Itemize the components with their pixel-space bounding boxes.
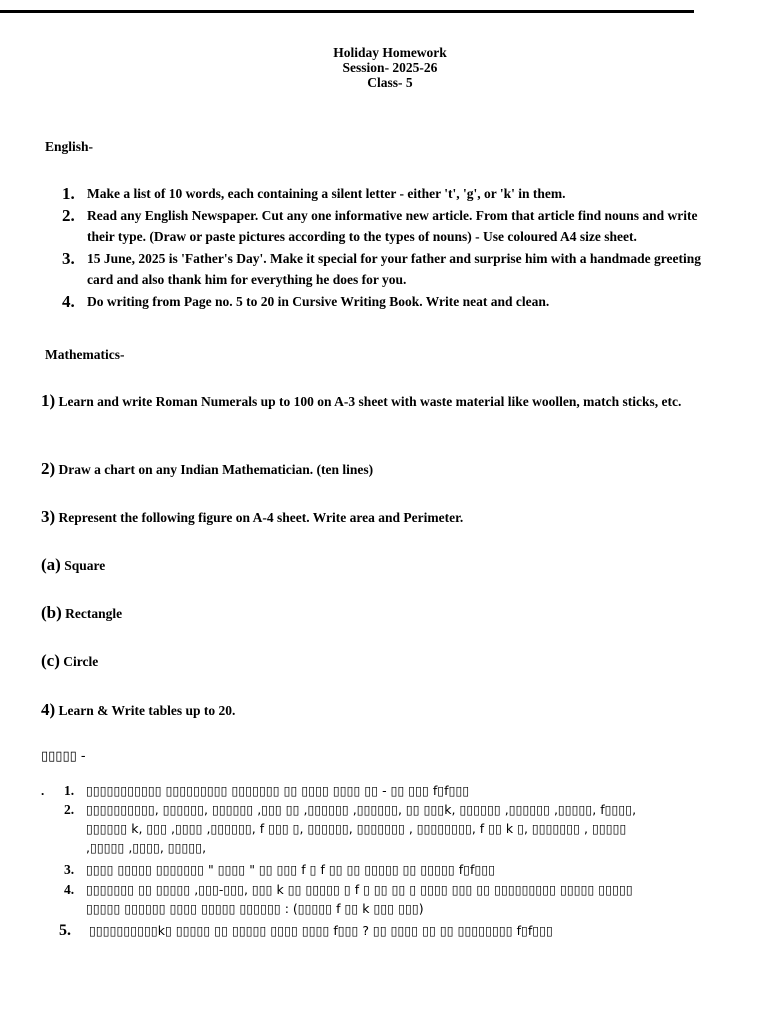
math-subitem bbox=[41, 554, 711, 577]
english-item bbox=[62, 183, 712, 204]
hindi-item bbox=[64, 860, 724, 879]
item-text: Read any English Newspaper. Cut any one informative new article. From that article find nouns and write their type. (Draw or paste pictures according to the types of nouns) - Use coloured A4 size sheet. bbox=[87, 208, 698, 244]
item-text: Draw a chart on any Indian Mathematician. (ten lines) bbox=[58, 462, 374, 477]
item-number: 4) bbox=[41, 700, 56, 719]
item-number: 3) bbox=[41, 507, 56, 526]
item-number: 2) bbox=[41, 459, 56, 478]
item-number: 3. bbox=[62, 249, 75, 268]
document-header bbox=[0, 45, 768, 90]
item-text-line: ▯▯▯▯▯▯ k, ▯▯▯ ,▯▯▯▯ ,▯▯▯▯▯▯, f ▯▯▯ ▯, ▯▯▯▯▯▯, ▯▯▯▯▯▯▯ , ▯▯▯▯▯▯▯▯, f ▯▯ k ▯, ▯▯▯▯▯▯▯ , ▯▯▯▯▯ bbox=[86, 821, 627, 836]
math-item bbox=[41, 390, 711, 413]
english-heading: English- bbox=[45, 139, 94, 154]
math-item bbox=[41, 506, 711, 529]
mathematics-heading: Mathematics- bbox=[45, 347, 125, 362]
item-text: 15 June, 2025 is 'Father's Day'. Make it special for your father and surprise him with a handmade greeting card and also thank him for everything he does for you. bbox=[87, 251, 702, 287]
item-text-line: ▯▯▯▯▯▯▯ ▯▯ ▯▯▯▯▯ ,▯▯▯-▯▯▯, ▯▯▯ k ▯▯ ▯▯▯▯▯ ▯ f ▯ ▯▯ ▯▯ ▯ ▯▯▯▯ ▯▯▯ ▯▯ ▯▯▯▯▯▯▯▯▯ ▯▯▯▯▯ ▯▯▯▯▯ bbox=[86, 882, 633, 897]
item-text-line: ,▯▯▯▯▯ ,▯▯▯▯, ▯▯▯▯▯, bbox=[86, 840, 207, 855]
math-subitem bbox=[41, 650, 711, 673]
document-title: Holiday Homework bbox=[333, 45, 447, 60]
hindi-item bbox=[59, 921, 719, 940]
item-text: Represent the following figure on A-4 sheet. Write area and Perimeter. bbox=[58, 510, 464, 525]
item-number: 2. bbox=[64, 802, 75, 817]
item-text: ▯▯▯▯▯▯▯▯▯▯▯ ▯▯▯▯▯▯▯▯▯ ▯▯▯▯▯▯▯ ▯▯ ▯▯▯▯ ▯▯▯▯ ▯▯ - ▯▯ ▯▯▯ f▯f▯▯▯ bbox=[86, 783, 470, 798]
item-number: 4. bbox=[62, 292, 75, 311]
item-text-line: ▯▯▯▯▯ ▯▯▯▯▯▯ ▯▯▯▯ ▯▯▯▯▯ ▯▯▯▯▯▯ : (▯▯▯▯▯ f ▯▯ k ▯▯▯ ▯▯▯) bbox=[86, 901, 424, 916]
item-number: 1) bbox=[41, 391, 56, 410]
item-text: Rectangle bbox=[65, 606, 123, 621]
item-text: Square bbox=[64, 558, 106, 573]
item-number: 4. bbox=[64, 882, 75, 897]
item-text: Make a list of 10 words, each containing a silent letter - either 't', 'g', or 'k' in them. bbox=[87, 186, 566, 201]
english-list bbox=[62, 183, 712, 313]
hindi-heading: ▯▯▯▯▯ - bbox=[41, 749, 86, 764]
item-number: 1. bbox=[64, 783, 75, 798]
item-text: ▯▯▯▯ ▯▯▯▯▯ ▯▯▯▯▯▯▯ " ▯▯▯▯ " ▯▯ ▯▯▯ f ▯ f ▯▯ ▯▯ ▯▯▯▯▯ ▯▯ ▯▯▯▯▯ f▯f▯▯▯ bbox=[86, 862, 496, 877]
math-subitem bbox=[41, 602, 711, 625]
hindi-item bbox=[64, 800, 724, 857]
math-item bbox=[41, 699, 711, 722]
english-item bbox=[62, 248, 712, 290]
item-text: Learn and write Roman Numerals up to 100 on A-3 sheet with waste material like woollen, match sticks, etc. bbox=[58, 394, 682, 409]
item-text: Learn & Write tables up to 20. bbox=[58, 703, 236, 718]
hindi-item bbox=[64, 880, 724, 918]
item-number: (b) bbox=[41, 603, 62, 622]
bullet-dot: . bbox=[41, 783, 45, 798]
item-number: 1. bbox=[62, 184, 75, 203]
item-text: Do writing from Page no. 5 to 20 in Cursive Writing Book. Write neat and clean. bbox=[87, 294, 550, 309]
top-rule bbox=[0, 10, 694, 13]
math-item bbox=[41, 458, 711, 481]
item-number: (c) bbox=[41, 651, 60, 670]
item-number: 2. bbox=[62, 206, 75, 225]
item-text-line: ▯▯▯▯▯▯▯▯▯▯, ▯▯▯▯▯▯, ▯▯▯▯▯▯ ,▯▯▯ ▯▯ ,▯▯▯▯▯▯ ,▯▯▯▯▯▯, ▯▯ ▯▯▯k, ▯▯▯▯▯▯ ,▯▯▯▯▯▯ ,▯▯▯▯▯, f▯▯▯▯, bbox=[86, 802, 637, 817]
item-number: 5. bbox=[59, 922, 71, 939]
english-item bbox=[62, 291, 712, 312]
item-text: ▯▯▯▯▯▯▯▯▯▯k▯ ▯▯▯▯▯ ▯▯ ▯▯▯▯▯ ▯▯▯▯ ▯▯▯▯ f▯▯▯ ? ▯▯ ▯▯▯▯ ▯▯ ▯▯ ▯▯▯▯▯▯▯▯ f▯f▯▯▯ bbox=[89, 923, 553, 938]
item-number: 3. bbox=[64, 862, 75, 877]
item-number: (a) bbox=[41, 555, 61, 574]
class-line: Class- 5 bbox=[367, 75, 413, 90]
session-line: Session- 2025-26 bbox=[342, 60, 438, 75]
english-item bbox=[62, 205, 712, 247]
item-text: Circle bbox=[63, 654, 99, 669]
hindi-item bbox=[64, 781, 724, 800]
